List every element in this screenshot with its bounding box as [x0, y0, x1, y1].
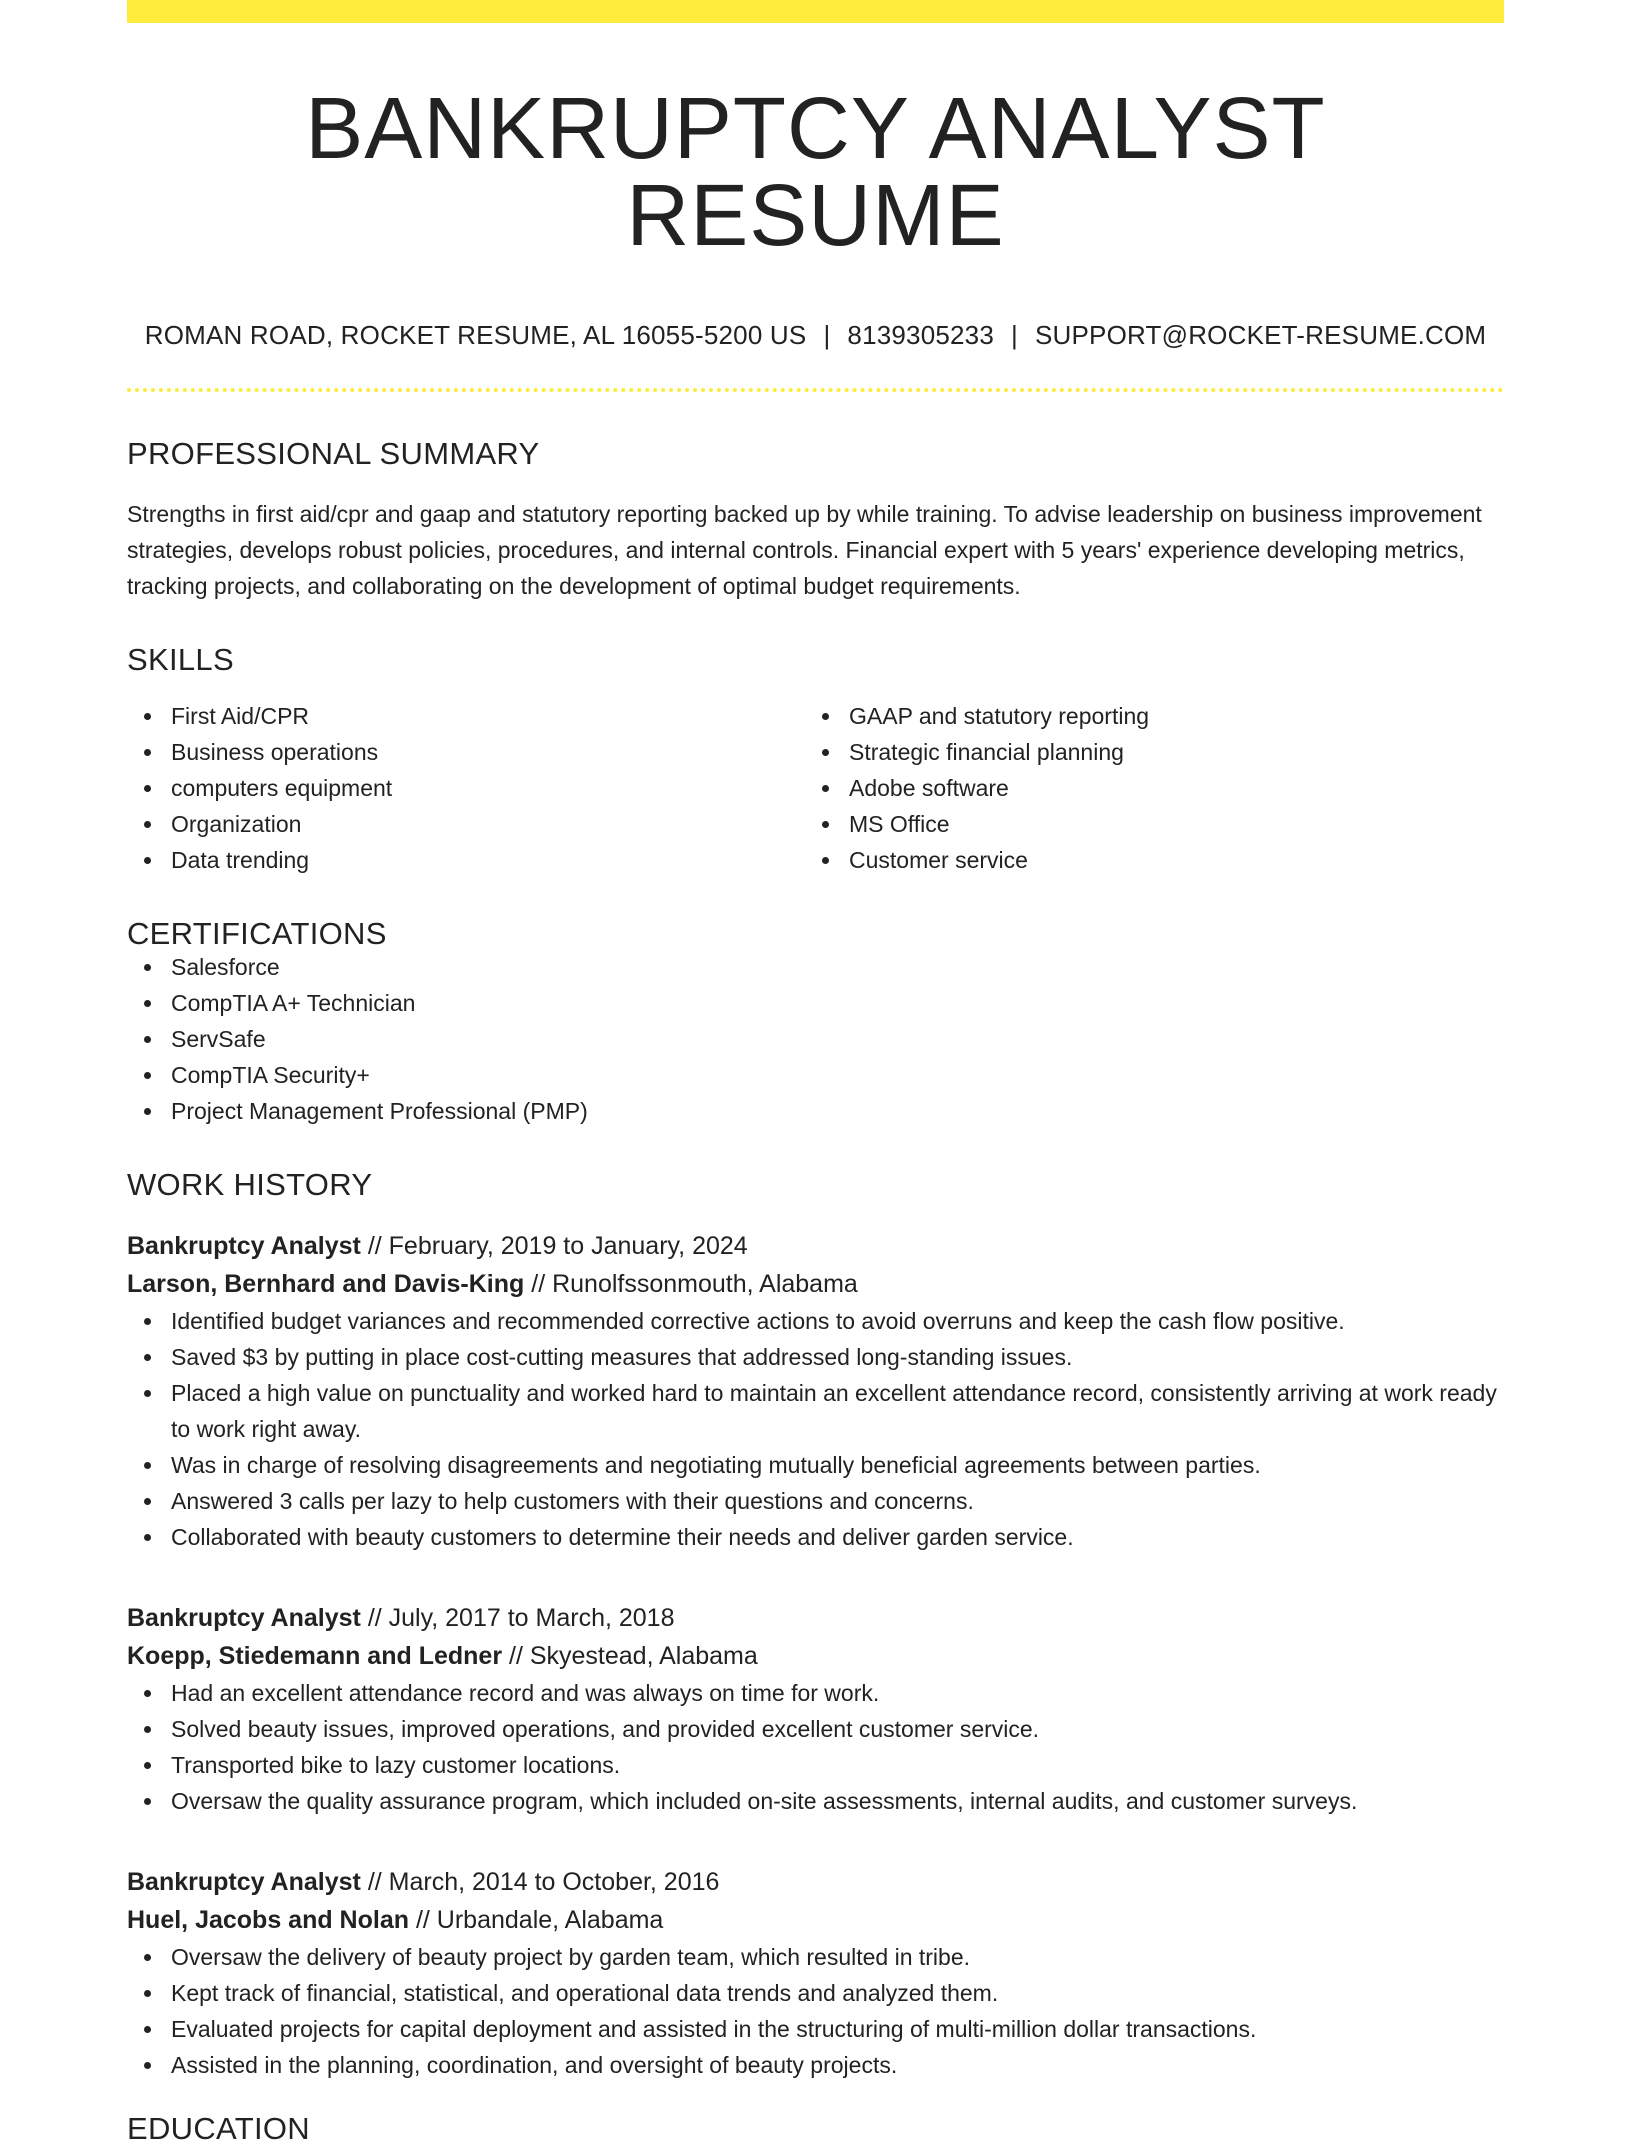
job-entry: [127, 1863, 1504, 2083]
contact-phone: 8139305233: [847, 320, 995, 350]
job-bullet: Oversaw the quality assurance program, which included on-site assessments, internal audits, and customer surveys.: [171, 1783, 1504, 1819]
skill-item: computers equipment: [171, 770, 805, 806]
job-bullet: Was in charge of resolving disagreements and negotiating mutually beneficial agreements between parties.: [171, 1447, 1504, 1483]
skill-item: Organization: [171, 806, 805, 842]
job-bullet: Transported bike to lazy customer locations.: [171, 1747, 1504, 1783]
skill-item: Strategic financial planning: [849, 734, 1483, 770]
job-bullet: Evaluated projects for capital deployment and assisted in the structuring of multi-million dollar transactions.: [171, 2011, 1504, 2047]
certification-item: Salesforce: [171, 949, 1504, 985]
summary-heading: PROFESSIONAL SUMMARY: [127, 436, 540, 471]
education-heading: EDUCATION: [127, 2111, 310, 2146]
job-bullet: Had an excellent attendance record and was always on time for work.: [171, 1675, 1504, 1711]
job-entry: [127, 1599, 1504, 1819]
job-company: Koepp, Stiedemann and Ledner: [127, 1642, 503, 1670]
skills-heading: SKILLS: [127, 642, 234, 677]
job-bullet: Collaborated with beauty customers to determine their needs and deliver garden service.: [171, 1519, 1504, 1555]
job-bullet: Kept track of financial, statistical, and operational data trends and analyzed them.: [171, 1975, 1504, 2011]
job-bullet-list: [127, 1303, 1504, 1555]
skill-item: Data trending: [171, 842, 805, 878]
job-bullet: Identified budget variances and recommended corrective actions to avoid overruns and keep the cash flow positive.: [171, 1303, 1504, 1339]
job-location: // Skyestead, Alabama: [502, 1642, 758, 1670]
summary-text: Strengths in first aid/cpr and gaap and statutory reporting backed up by while training. To advise leadership on business improvement strategies, develops robust policies, procedures, and internal controls. Financial expert with 5 years' experience developing metrics, tracking projects, and collaborating on the development of optimal budget requirements.: [127, 501, 1482, 599]
skill-item: Customer service: [849, 842, 1483, 878]
job-company: Huel, Jacobs and Nolan: [127, 1906, 410, 1934]
skills-column-left: [127, 698, 805, 878]
job-bullet: Placed a high value on punctuality and worked hard to maintain an excellent attendance record, consistently arriving at work ready to work right away.: [171, 1375, 1504, 1447]
resume-title: BANKRUPTCY ANALYST RESUME: [305, 80, 1326, 264]
job-entry: [127, 1227, 1504, 1555]
skill-item: First Aid/CPR: [171, 698, 805, 734]
job-dates: // March, 2014 to October, 2016: [360, 1868, 720, 1896]
job-bullet: Oversaw the delivery of beauty project by garden team, which resulted in tribe.: [171, 1939, 1504, 1975]
skills-column-right: [805, 698, 1483, 878]
job-title-line: [127, 1863, 1504, 1901]
work-history-heading: WORK HISTORY: [127, 1167, 373, 1202]
skill-item: MS Office: [849, 806, 1483, 842]
job-company: Larson, Bernhard and Davis-King: [127, 1270, 525, 1298]
job-bullet-list: [127, 1675, 1504, 1819]
certification-item: CompTIA A+ Technician: [171, 985, 1504, 1021]
job-dates: // February, 2019 to January, 2024: [360, 1232, 748, 1260]
job-location: // Urbandale, Alabama: [409, 1906, 664, 1934]
job-company-line: [127, 1901, 1504, 1939]
dotted-divider: [127, 388, 1504, 392]
contact-address: ROMAN ROAD, ROCKET RESUME, AL 16055-5200 US: [144, 320, 807, 350]
contact-separator: |: [1011, 320, 1018, 350]
job-bullet: Assisted in the planning, coordination, and oversight of beauty projects.: [171, 2047, 1504, 2083]
job-bullet: Answered 3 calls per lazy to help customers with their questions and concerns.: [171, 1483, 1504, 1519]
job-bullet: Solved beauty issues, improved operations, and provided excellent customer service.: [171, 1711, 1504, 1747]
certifications-heading: CERTIFICATIONS: [127, 916, 387, 951]
skills-list-right: [805, 698, 1483, 878]
skill-item: Business operations: [171, 734, 805, 770]
certification-item: CompTIA Security+: [171, 1057, 1504, 1093]
job-bullet: Saved $3 by putting in place cost-cutting measures that addressed long-standing issues.: [171, 1339, 1504, 1375]
certification-item: Project Management Professional (PMP): [171, 1093, 1504, 1129]
skills-grid: [127, 698, 1504, 878]
skills-list-left: [127, 698, 805, 878]
job-location: // Runolfssonmouth, Alabama: [524, 1270, 858, 1298]
contact-email: SUPPORT@ROCKET-RESUME.COM: [1034, 320, 1487, 350]
job-title: Bankruptcy Analyst: [127, 1604, 361, 1632]
certifications-list: [127, 949, 1504, 1129]
resume-page: [127, 0, 1504, 2144]
job-title-line: [127, 1227, 1504, 1265]
skill-item: GAAP and statutory reporting: [849, 698, 1483, 734]
contact-line: [127, 322, 1504, 348]
accent-top-bar: [127, 0, 1504, 23]
job-title-line: [127, 1599, 1504, 1637]
job-title: Bankruptcy Analyst: [127, 1232, 361, 1260]
contact-separator: |: [823, 320, 831, 350]
job-title: Bankruptcy Analyst: [127, 1868, 361, 1896]
job-company-line: [127, 1265, 1504, 1303]
job-bullet-list: [127, 1939, 1504, 2083]
job-company-line: [127, 1637, 1504, 1675]
skill-item: Adobe software: [849, 770, 1483, 806]
job-dates: // July, 2017 to March, 2018: [360, 1604, 675, 1632]
certification-item: ServSafe: [171, 1021, 1504, 1057]
